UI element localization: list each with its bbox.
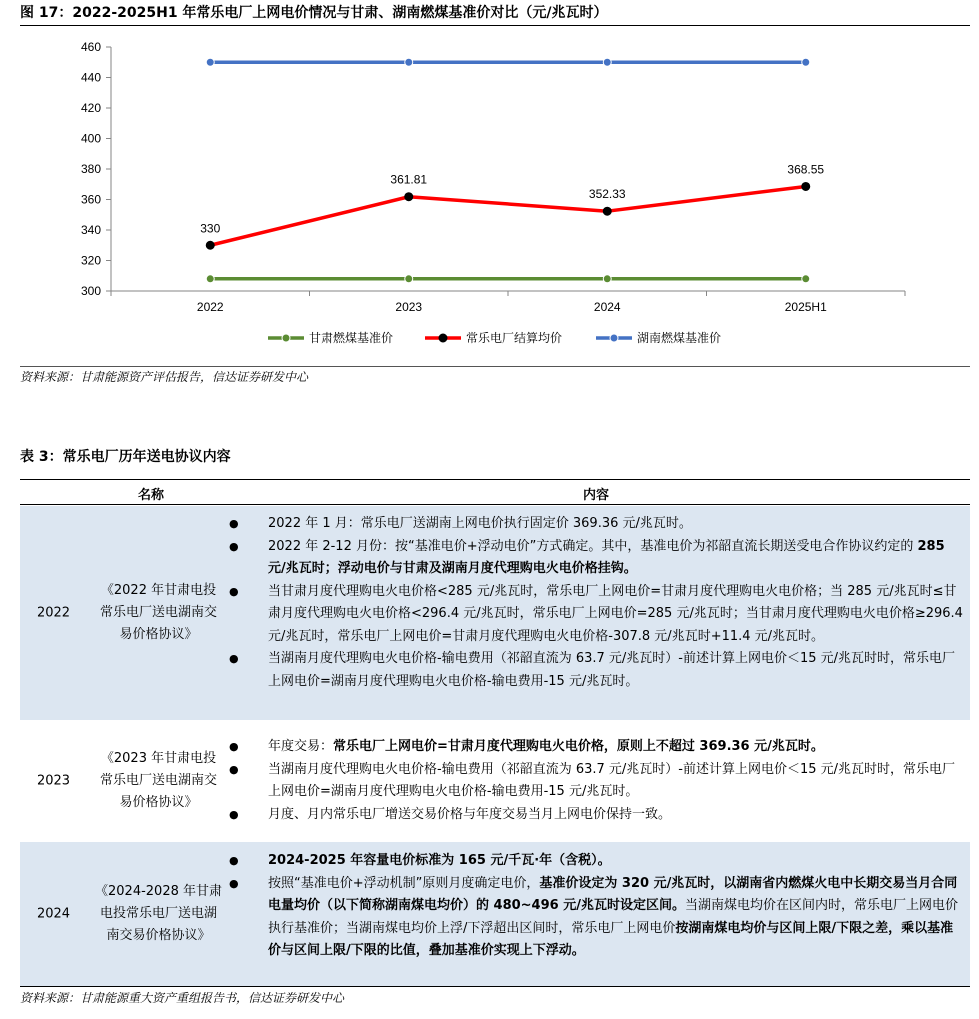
data-point <box>206 275 214 283</box>
data-point <box>206 58 214 66</box>
row-content <box>225 513 965 693</box>
item-text: 年度交易： <box>268 739 334 754</box>
bullet-icon: ● <box>229 584 239 598</box>
y-tick-label: 460 <box>80 40 101 54</box>
x-tick-label: 2025H1 <box>784 300 827 314</box>
table-row <box>20 728 970 834</box>
legend-marker <box>610 334 618 342</box>
y-tick-label: 340 <box>80 223 101 237</box>
figure-source: 资料来源：甘肃能源资产评估报告，信达证券研发中心 <box>20 370 309 384</box>
item-text: 当湖南月度代理购电火电价格-输电费用（祁韶直流为 63.7 元/兆瓦时）-前述计算上网电价＜15 元/兆瓦时时，常乐电厂上网电价=湖南月度代理购电火电价格-输电费用-15 元/兆瓦时。 <box>268 761 956 799</box>
line-chart <box>0 28 979 360</box>
legend-label: 常乐电厂结算均价 <box>466 331 563 345</box>
item-text: 2022 年 1 月：常乐电厂送湖南上网电价执行固定价 369.36 元/兆瓦时。 <box>268 516 692 531</box>
item-bold-text: 常乐电厂上网电价=甘肃月度代理购电火电价格，原则上不超过 369.36 元/兆瓦时。 <box>333 739 824 754</box>
title-rule <box>20 25 970 26</box>
list-item <box>225 581 965 649</box>
legend-label: 甘肃燃煤基准价 <box>309 331 394 345</box>
list-item <box>225 873 965 963</box>
item-text: 2022 年 2-12 月份：按“基准电价+浮动电价”方式确定。其中，基准电价为祁韶直流长期送受电合作协议约定的 <box>268 538 918 554</box>
figure-title: 图 17：2022-2025H1 年常乐电厂上网电价情况与甘肃、湖南燃煤基准价对比（元/兆瓦时） <box>20 5 608 21</box>
data-point <box>206 241 214 249</box>
bullet-icon: ● <box>229 517 239 530</box>
bullet-icon: ● <box>229 539 239 553</box>
data-point <box>802 275 810 283</box>
data-label: 352.33 <box>588 187 626 202</box>
data-label: 361.81 <box>390 172 428 187</box>
row-year: 2022 <box>36 605 71 621</box>
y-tick-label: 420 <box>80 101 101 115</box>
row-agreement-name: 《2022 年甘肃电投常乐电厂送电湖南交易价格协议》 <box>99 583 217 642</box>
list-item <box>225 850 965 873</box>
y-tick-label: 300 <box>80 284 101 298</box>
list-item <box>225 536 965 581</box>
row-content <box>225 850 965 963</box>
data-point <box>802 58 810 66</box>
x-tick-label: 2022 <box>196 300 224 314</box>
row-agreement-name: 《2023 年甘肃电投常乐电厂送电湖南交易价格协议》 <box>99 751 217 810</box>
table-source: 资料来源：甘肃能源重大资产重组报告书，信达证券研发中心 <box>20 991 345 1005</box>
legend-marker <box>282 334 290 342</box>
source-rule <box>20 366 970 367</box>
item-text-tail: 当湖南煤电均价在区间内时，常乐电厂上网电价执行基准价；当湖南煤电均价上浮/下浮超出区间时，常乐电厂上网电价 <box>268 898 958 936</box>
data-label: 330 <box>200 221 221 236</box>
bullet-icon: ● <box>229 854 239 867</box>
header-name: 名称 <box>138 488 165 503</box>
table-header <box>20 479 970 505</box>
bullet-icon: ● <box>229 876 239 890</box>
data-point <box>603 207 611 215</box>
data-label: 368.55 <box>787 162 825 177</box>
legend-label: 湖南燃煤基准价 <box>637 331 722 345</box>
data-point <box>405 275 413 283</box>
item-bold-text: 2024-2025 年容量电价标准为 165 元/千瓦·年（含税）。 <box>268 853 611 868</box>
data-point <box>603 58 611 66</box>
data-point <box>802 182 810 190</box>
item-text: 当湖南月度代理购电火电价格-输电费用（祁韶直流为 63.7 元/兆瓦时）-前述计算上网电价＜15 元/兆瓦时时，常乐电厂上网电价=湖南月度代理购电火电价格-输电费用-15 元/兆瓦时。 <box>268 651 956 689</box>
list-item <box>225 513 965 536</box>
y-tick-label: 380 <box>80 162 101 176</box>
row-content <box>225 736 965 826</box>
item-bold-text: 基准价设定为 320 元/兆瓦时，以湖南省内燃煤火电中长期交易当月合同电量均价（以下简称湖南煤电均价）的 480~496 元/兆瓦时设定区间。 <box>268 875 958 913</box>
data-point <box>405 58 413 66</box>
legend-marker <box>439 334 447 342</box>
list-item <box>225 804 965 827</box>
row-year: 2023 <box>36 773 71 789</box>
row-year: 2024 <box>36 906 71 922</box>
series-line <box>210 186 806 245</box>
bullet-icon: ● <box>229 740 239 753</box>
list-item <box>225 736 965 759</box>
y-tick-label: 440 <box>80 70 101 85</box>
y-tick-label: 400 <box>80 131 101 146</box>
bullet-icon: ● <box>229 807 239 821</box>
item-text: 当甘肃月度代理购电火电价格<285 元/兆瓦时，常乐电厂上网电价=甘肃月度代理购电火电价格；当 285 元/兆瓦时≤甘肃月度代理购电火电价格<296.4 元/兆瓦时，常乐电厂上网电价=285 元/兆瓦时；当甘肃月度代理购电火电价格≥296.4 元/兆瓦时，常乐电厂上网电价=甘肃月度代理购电火电价格-307.8 元/兆瓦时+11.4 元/兆瓦时。 <box>268 583 963 644</box>
table-row <box>20 842 970 986</box>
header-content: 内容 <box>583 488 610 503</box>
data-point <box>603 275 611 283</box>
x-tick-label: 2023 <box>395 300 423 314</box>
item-bold-text-tail: 按湖南煤电均价与区间上限/下限之差，乘以基准价与区间上限/下限的比值，叠加基准价实现上下浮动。 <box>268 920 954 958</box>
y-tick-label: 320 <box>80 253 101 268</box>
list-item <box>225 648 965 693</box>
item-bold-text: 285 元/兆瓦时；浮动电价与甘肃及湖南月度代理购电火电价格挂钩。 <box>268 538 945 576</box>
bullet-icon: ● <box>229 762 239 776</box>
y-tick-label: 360 <box>80 192 101 207</box>
list-item <box>225 759 965 804</box>
table-bottom-rule <box>20 986 970 987</box>
item-text: 按照“基准电价+浮动机制”原则月度确定电价， <box>268 875 540 891</box>
data-point <box>405 193 413 201</box>
item-text: 月度、月内常乐电厂增送交易价格与年度交易当月上网电价保持一致。 <box>268 806 672 822</box>
row-agreement-name: 《2024-2028 年甘肃电投常乐电厂送电湖南交易价格协议》 <box>95 884 222 943</box>
x-tick-label: 2024 <box>593 300 621 314</box>
bullet-icon: ● <box>229 652 239 665</box>
table-title: 表 3：常乐电厂历年送电协议内容 <box>20 449 231 465</box>
table-row <box>20 506 970 720</box>
